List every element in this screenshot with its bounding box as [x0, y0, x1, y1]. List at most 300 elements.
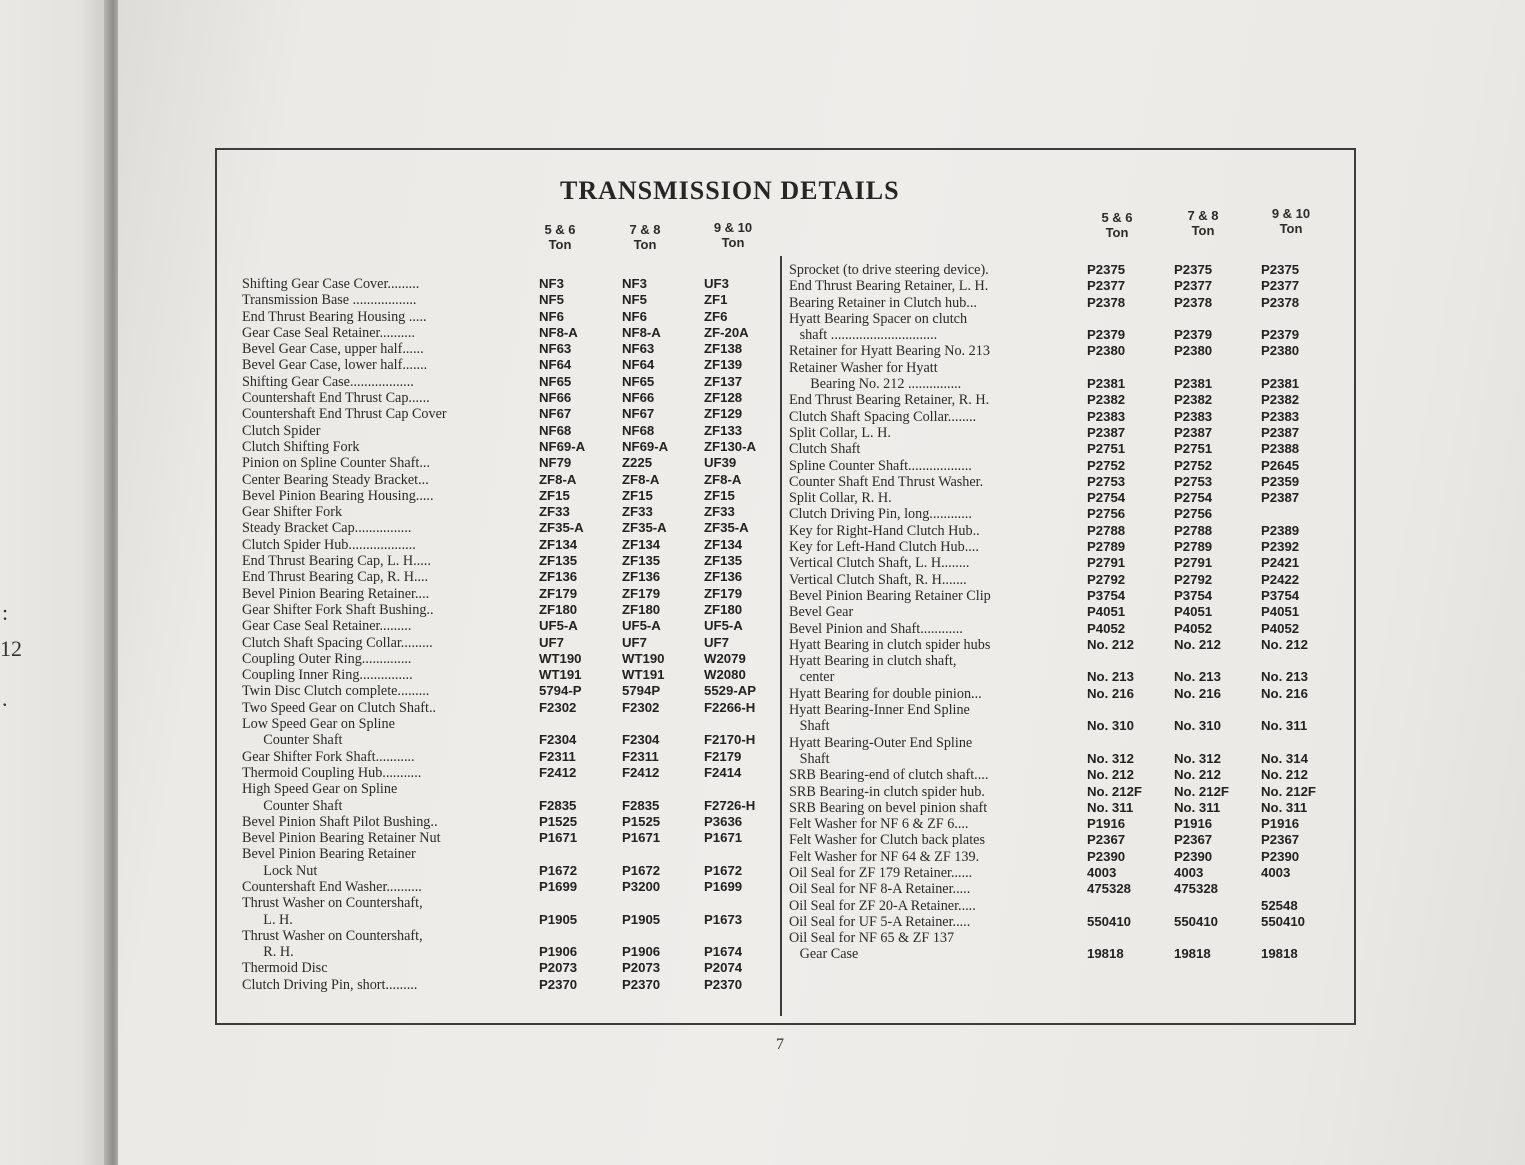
part-number-7-8-ton: P2370	[622, 976, 661, 992]
part-description: End Thrust Bearing Housing .....	[242, 308, 427, 325]
table-row	[789, 295, 1349, 311]
part-number-9-10-ton: 19818	[1261, 946, 1298, 962]
part-description: SRB Bearing-in clutch spider hub.	[789, 783, 985, 800]
part-number-9-10-ton: ZF134	[704, 536, 743, 552]
part-description: Hyatt Bearing in clutch spider hubs	[789, 636, 991, 653]
table-row	[242, 292, 777, 308]
table-row	[242, 928, 777, 944]
table-row	[789, 523, 1349, 539]
col-header-unit: Ton	[633, 237, 657, 252]
part-number-7-8-ton: ZF33	[622, 504, 653, 520]
part-description: Oil Seal for ZF 20-A Retainer.....	[789, 897, 976, 914]
part-number-7-8-ton: ZF179	[622, 585, 661, 601]
part-description: Clutch Shifting Fork	[242, 438, 360, 455]
part-description: Bevel Pinion and Shaft............	[789, 620, 963, 637]
part-description: Bevel Gear Case, lower half.......	[242, 357, 428, 374]
part-description: Bearing Retainer in Clutch hub...	[789, 294, 977, 311]
part-number-5-6-ton: P1672	[539, 862, 578, 878]
part-number-5-6-ton: NF63	[539, 341, 572, 357]
part-number-7-8-ton: NF69-A	[622, 438, 669, 454]
part-number-5-6-ton: P2367	[1087, 832, 1126, 848]
part-description: Retainer for Hyatt Bearing No. 213	[789, 343, 990, 360]
part-number-5-6-ton: No. 216	[1087, 685, 1134, 701]
part-number-7-8-ton: NF8-A	[622, 324, 661, 340]
table-row	[789, 914, 1349, 930]
part-number-5-6-ton: P2383	[1087, 408, 1126, 424]
part-number-9-10-ton: 550410	[1261, 913, 1306, 929]
part-number-7-8-ton: UF7	[622, 634, 647, 650]
part-description: Bevel Pinion Shaft Pilot Bushing..	[242, 813, 438, 830]
left-facing-page	[0, 0, 112, 1165]
part-description: SRB Bearing-end of clutch shaft....	[789, 767, 989, 784]
left-parts-table	[242, 276, 777, 993]
part-number-7-8-ton: ZF180	[622, 601, 661, 617]
part-number-7-8-ton: P2073	[622, 960, 661, 976]
table-row	[789, 881, 1349, 897]
part-description: Gear Shifter Fork	[242, 504, 343, 521]
table-row	[789, 572, 1349, 588]
part-number-9-10-ton: P2367	[1261, 832, 1300, 848]
part-number-5-6-ton: NF64	[539, 357, 572, 373]
table-row	[789, 425, 1349, 441]
part-number-9-10-ton: ZF15	[704, 487, 735, 503]
part-number-9-10-ton: P3636	[704, 813, 743, 829]
part-number-9-10-ton: 5529-AP	[704, 683, 757, 699]
col-header-unit: Ton	[548, 237, 572, 252]
part-description: Steady Bracket Cap................	[242, 520, 412, 537]
table-row	[789, 718, 1349, 734]
part-description: Key for Left-Hand Clutch Hub....	[789, 539, 979, 556]
part-description: Oil Seal for NF 8-A Retainer.....	[789, 881, 971, 898]
part-description: Coupling Inner Ring...............	[242, 667, 413, 684]
part-number-7-8-ton: P1916	[1174, 816, 1213, 832]
part-description: center	[789, 669, 835, 686]
part-description: Clutch Driving Pin, short.........	[242, 976, 418, 993]
part-number-7-8-ton: F2412	[622, 764, 660, 780]
table-row	[242, 798, 777, 814]
part-number-9-10-ton: No. 311	[1261, 799, 1308, 815]
part-number-7-8-ton: Z225	[622, 455, 653, 471]
part-number-5-6-ton: P4052	[1087, 620, 1126, 636]
table-row	[242, 814, 777, 830]
part-number-9-10-ton: ZF1	[704, 292, 728, 308]
part-number-5-6-ton: ZF136	[539, 569, 578, 585]
part-number-7-8-ton: 4003	[1174, 864, 1204, 880]
col-header-5-6-left	[525, 222, 595, 252]
table-row	[242, 895, 777, 911]
part-description: Hyatt Bearing for double pinion...	[789, 685, 982, 702]
column-divider	[780, 256, 782, 1016]
part-number-5-6-ton: P2377	[1087, 278, 1126, 294]
part-number-9-10-ton: No. 212F	[1261, 783, 1316, 799]
part-description: Felt Washer for NF 64 & ZF 139.	[789, 848, 980, 865]
part-number-7-8-ton: ZF136	[622, 569, 661, 585]
part-description: Transmission Base ..................	[242, 292, 417, 309]
part-number-7-8-ton: No. 216	[1174, 685, 1221, 701]
col-header-7-8-left	[610, 222, 680, 252]
col-header-unit: Ton	[1279, 221, 1303, 236]
part-number-9-10-ton: P2422	[1261, 571, 1300, 587]
part-number-7-8-ton: P1671	[622, 830, 661, 846]
part-number-7-8-ton: P2387	[1174, 424, 1213, 440]
part-number-7-8-ton: P2756	[1174, 506, 1213, 522]
part-number-5-6-ton: P2382	[1087, 392, 1126, 408]
part-description: Sprocket (to drive steering device).	[789, 262, 989, 278]
part-number-9-10-ton: P4051	[1261, 604, 1300, 620]
part-number-7-8-ton: P2379	[1174, 327, 1213, 343]
part-number-9-10-ton: F2726-H	[704, 797, 756, 813]
part-description: Hyatt Bearing-Outer End Spline	[789, 734, 973, 751]
part-number-5-6-ton: P2753	[1087, 473, 1126, 489]
part-number-9-10-ton: No. 212	[1261, 636, 1308, 652]
part-number-5-6-ton: P2375	[1087, 262, 1126, 277]
part-number-7-8-ton: P2751	[1174, 441, 1213, 457]
part-number-9-10-ton: ZF137	[704, 373, 743, 389]
part-number-7-8-ton: NF67	[622, 406, 655, 422]
part-number-9-10-ton: F2170-H	[704, 732, 756, 748]
part-number-9-10-ton: ZF180	[704, 601, 743, 617]
part-description: shaft ..............................	[789, 327, 938, 344]
part-number-5-6-ton: ZF135	[539, 553, 578, 569]
col-header-size: 5 & 6	[1101, 210, 1133, 225]
part-number-9-10-ton: ZF128	[704, 390, 743, 406]
part-description: Clutch Shaft Spacing Collar.........	[242, 634, 433, 651]
part-number-5-6-ton: P2387	[1087, 424, 1126, 440]
table-row	[242, 716, 777, 732]
table-row	[789, 621, 1349, 637]
table-row	[242, 912, 777, 928]
part-number-9-10-ton: ZF-20A	[704, 324, 749, 340]
part-description: End Thrust Bearing Retainer, L. H.	[789, 278, 989, 295]
table-row	[789, 262, 1349, 278]
part-number-5-6-ton: P2073	[539, 960, 578, 976]
table-row	[242, 472, 777, 488]
table-row	[789, 474, 1349, 490]
table-row	[789, 604, 1349, 620]
part-number-9-10-ton: ZF35-A	[704, 520, 749, 536]
part-description: Clutch Spider Hub...................	[242, 536, 416, 553]
part-number-5-6-ton: P2378	[1087, 294, 1126, 310]
part-number-5-6-ton: F2304	[539, 732, 577, 748]
part-number-7-8-ton: P1905	[622, 911, 661, 927]
part-number-5-6-ton: No. 212	[1087, 767, 1134, 783]
part-number-5-6-ton: P2752	[1087, 457, 1126, 473]
part-number-9-10-ton: P2387	[1261, 490, 1300, 506]
part-number-5-6-ton: F2302	[539, 699, 577, 715]
part-number-7-8-ton: No. 310	[1174, 718, 1221, 734]
table-row	[242, 846, 777, 862]
part-number-5-6-ton: No. 212	[1087, 636, 1134, 652]
part-number-9-10-ton: 52548	[1261, 897, 1298, 913]
part-number-7-8-ton: P2788	[1174, 522, 1213, 538]
part-number-5-6-ton: P1671	[539, 830, 578, 846]
part-description: Shifting Gear Case Cover.........	[242, 276, 420, 292]
part-number-5-6-ton: ZF180	[539, 601, 578, 617]
part-number-7-8-ton: P2789	[1174, 539, 1213, 555]
table-row	[242, 618, 777, 634]
part-number-9-10-ton: F2414	[704, 764, 742, 780]
part-description: Bevel Pinion Bearing Retainer Clip	[789, 587, 991, 604]
part-number-9-10-ton: P4052	[1261, 620, 1300, 636]
part-number-5-6-ton: ZF35-A	[539, 520, 584, 536]
table-row	[242, 455, 777, 471]
part-description: Thermoid Coupling Hub...........	[242, 764, 422, 781]
part-number-9-10-ton: ZF133	[704, 422, 743, 438]
part-description: Countershaft End Washer..........	[242, 878, 422, 895]
part-description: Gear Case	[789, 946, 859, 963]
part-number-7-8-ton: P2380	[1174, 343, 1213, 359]
part-number-9-10-ton: UF39	[704, 455, 737, 471]
part-number-9-10-ton: P2390	[1261, 848, 1300, 864]
part-number-5-6-ton: P2788	[1087, 522, 1126, 538]
table-row	[789, 702, 1349, 718]
table-row	[789, 458, 1349, 474]
table-row	[242, 276, 777, 292]
part-description: Split Collar, R. H.	[789, 490, 892, 507]
part-number-9-10-ton: P2378	[1261, 294, 1300, 310]
part-description: SRB Bearing on bevel pinion shaft	[789, 799, 988, 816]
col-header-unit: Ton	[1105, 225, 1129, 240]
table-row	[242, 944, 777, 960]
part-description: Clutch Shaft	[789, 441, 861, 458]
part-number-9-10-ton: P2379	[1261, 327, 1300, 343]
part-description: Gear Shifter Fork Shaft...........	[242, 748, 415, 765]
part-number-7-8-ton: WT191	[622, 667, 665, 683]
part-description: Bearing No. 212 ...............	[789, 376, 962, 393]
part-number-5-6-ton: NF8-A	[539, 324, 578, 340]
part-number-5-6-ton: P1906	[539, 944, 578, 960]
part-number-9-10-ton: P2359	[1261, 473, 1300, 489]
part-description: Clutch Driving Pin, long............	[789, 506, 972, 523]
part-number-9-10-ton: P2375	[1261, 262, 1300, 277]
part-number-9-10-ton: P1672	[704, 862, 743, 878]
part-number-5-6-ton: WT190	[539, 650, 582, 666]
table-row	[789, 360, 1349, 376]
part-description: Bevel Pinion Bearing Retainer Nut	[242, 830, 441, 847]
part-number-7-8-ton: P2390	[1174, 848, 1213, 864]
part-number-9-10-ton: W2080	[704, 667, 746, 683]
part-number-9-10-ton: No. 213	[1261, 669, 1308, 685]
part-number-9-10-ton: ZF139	[704, 357, 743, 373]
part-number-5-6-ton: P1525	[539, 813, 578, 829]
col-header-9-10-left	[698, 220, 768, 250]
part-number-5-6-ton: 475328	[1087, 881, 1132, 897]
table-row	[242, 732, 777, 748]
table-row	[789, 343, 1349, 359]
col-header-size: 7 & 8	[1187, 208, 1219, 223]
part-number-9-10-ton: No. 216	[1261, 685, 1308, 701]
part-number-5-6-ton: UF7	[539, 634, 564, 650]
part-description: Bevel Gear Case, upper half......	[242, 341, 424, 358]
part-description: Shifting Gear Case..................	[242, 373, 414, 390]
part-number-5-6-ton: P4051	[1087, 604, 1126, 620]
part-number-7-8-ton: NF3	[622, 276, 647, 291]
part-number-5-6-ton: No. 311	[1087, 799, 1134, 815]
part-number-9-10-ton: W2079	[704, 650, 746, 666]
part-number-5-6-ton: P1699	[539, 878, 578, 894]
part-number-5-6-ton: No. 310	[1087, 718, 1134, 734]
table-row	[242, 537, 777, 553]
table-row	[789, 409, 1349, 425]
left-page-fragment: 12	[0, 636, 22, 661]
part-number-7-8-ton: P4051	[1174, 604, 1213, 620]
part-number-7-8-ton: P2375	[1174, 262, 1213, 277]
left-page-fragment-dot: .	[2, 686, 8, 711]
part-description: Key for Right-Hand Clutch Hub..	[789, 522, 980, 539]
part-number-5-6-ton: F2412	[539, 764, 577, 780]
part-number-7-8-ton: P4052	[1174, 620, 1213, 636]
part-description: R. H.	[242, 944, 294, 961]
part-number-7-8-ton: No. 213	[1174, 669, 1221, 685]
table-row	[242, 586, 777, 602]
table-row	[789, 311, 1349, 327]
part-number-7-8-ton: P2792	[1174, 571, 1213, 587]
part-number-5-6-ton: P2370	[539, 976, 578, 992]
part-number-7-8-ton: NF5	[622, 292, 647, 308]
table-row	[789, 490, 1349, 506]
part-number-9-10-ton: ZF136	[704, 569, 743, 585]
part-number-9-10-ton: P1699	[704, 878, 743, 894]
part-number-9-10-ton: No. 314	[1261, 750, 1308, 766]
table-row	[789, 392, 1349, 408]
part-description: End Thrust Bearing Cap, L. H.....	[242, 553, 431, 570]
part-number-9-10-ton: UF7	[704, 634, 729, 650]
table-row	[242, 765, 777, 781]
part-number-7-8-ton: ZF15	[622, 487, 653, 503]
part-number-7-8-ton: No. 312	[1174, 750, 1221, 766]
table-row	[789, 506, 1349, 522]
part-description: Bevel Pinion Bearing Retainer....	[242, 585, 430, 602]
part-description: Gear Case Seal Retainer..........	[242, 324, 415, 341]
table-row	[242, 602, 777, 618]
part-number-9-10-ton: P2421	[1261, 555, 1300, 571]
part-number-5-6-ton: ZF134	[539, 536, 578, 552]
part-number-5-6-ton: ZF33	[539, 504, 570, 520]
part-number-5-6-ton: 4003	[1087, 864, 1117, 880]
part-description: Bevel Gear	[789, 604, 854, 621]
table-row	[242, 504, 777, 520]
part-number-7-8-ton: F2835	[622, 797, 660, 813]
part-description: Vertical Clutch Shaft, L. H........	[789, 555, 970, 572]
part-number-7-8-ton: ZF134	[622, 536, 661, 552]
table-row	[242, 569, 777, 585]
part-description: Counter Shaft	[242, 797, 343, 814]
table-row	[242, 700, 777, 716]
col-header-5-6-right	[1082, 210, 1152, 240]
table-row	[789, 669, 1349, 685]
part-description: Felt Washer for NF 6 & ZF 6....	[789, 816, 969, 833]
part-number-9-10-ton: ZF130-A	[704, 438, 757, 454]
part-number-5-6-ton: P2379	[1087, 327, 1126, 343]
part-description: Oil Seal for NF 65 & ZF 137	[789, 930, 955, 947]
part-number-9-10-ton: P2381	[1261, 376, 1300, 392]
part-number-5-6-ton: NF65	[539, 373, 572, 389]
part-number-5-6-ton: P1905	[539, 911, 578, 927]
part-number-5-6-ton: No. 312	[1087, 750, 1134, 766]
part-description: Center Bearing Steady Bracket...	[242, 471, 429, 488]
part-number-7-8-ton: NF63	[622, 341, 655, 357]
part-description: Low Speed Gear on Spline	[242, 716, 395, 733]
part-number-5-6-ton: 5794-P	[539, 683, 582, 699]
part-number-5-6-ton: F2311	[539, 748, 576, 764]
part-number-5-6-ton: P2380	[1087, 343, 1126, 359]
table-row	[242, 863, 777, 879]
part-number-5-6-ton: NF67	[539, 406, 572, 422]
part-number-7-8-ton: ZF8-A	[622, 471, 660, 487]
part-description: Two Speed Gear on Clutch Shaft..	[242, 699, 437, 716]
part-number-7-8-ton: F2304	[622, 732, 660, 748]
part-description: Shaft	[789, 718, 830, 735]
part-description: Hyatt Bearing Spacer on clutch	[789, 310, 968, 327]
part-number-5-6-ton: UF5-A	[539, 618, 578, 634]
part-number-5-6-ton: P2754	[1087, 490, 1126, 506]
part-description: Spline Counter Shaft..................	[789, 457, 972, 474]
part-description: Gear Case Seal Retainer.........	[242, 618, 412, 635]
part-number-9-10-ton: P1673	[704, 911, 743, 927]
part-number-9-10-ton: UF3	[704, 276, 729, 291]
part-number-7-8-ton: P2752	[1174, 457, 1213, 473]
part-number-5-6-ton: NF69-A	[539, 438, 586, 454]
part-number-9-10-ton: P2645	[1261, 457, 1300, 473]
table-row	[242, 325, 777, 341]
part-number-7-8-ton: NF66	[622, 390, 655, 406]
col-header-unit: Ton	[1191, 223, 1215, 238]
table-row	[789, 832, 1349, 848]
part-number-5-6-ton: P2792	[1087, 571, 1126, 587]
part-number-9-10-ton: P2387	[1261, 424, 1300, 440]
part-number-7-8-ton: P2383	[1174, 408, 1213, 424]
part-number-7-8-ton: P2791	[1174, 555, 1213, 571]
part-number-9-10-ton: F2179	[704, 748, 742, 764]
part-number-9-10-ton: P2370	[704, 976, 743, 992]
page-number: 7	[776, 1036, 784, 1053]
part-number-9-10-ton: UF5-A	[704, 618, 743, 634]
col-header-7-8-right	[1168, 208, 1238, 238]
part-number-5-6-ton: NF68	[539, 422, 572, 438]
table-row	[789, 865, 1349, 881]
part-number-7-8-ton: P2381	[1174, 376, 1213, 392]
part-description: Oil Seal for UF 5-A Retainer.....	[789, 913, 971, 930]
part-number-9-10-ton: ZF135	[704, 553, 743, 569]
part-description: Coupling Outer Ring..............	[242, 650, 412, 667]
part-description: Hyatt Bearing-Inner End Spline	[789, 702, 970, 719]
part-number-9-10-ton: P2389	[1261, 522, 1300, 538]
part-number-7-8-ton: NF64	[622, 357, 655, 373]
part-number-9-10-ton: No. 212	[1261, 767, 1308, 783]
part-description: Felt Washer for Clutch back plates	[789, 832, 985, 849]
part-number-9-10-ton: P1674	[704, 944, 743, 960]
table-row	[242, 879, 777, 895]
part-number-5-6-ton: NF5	[539, 292, 564, 308]
table-row	[789, 278, 1349, 294]
table-row	[242, 960, 777, 976]
part-number-5-6-ton: P2756	[1087, 506, 1126, 522]
table-row	[242, 341, 777, 357]
part-number-7-8-ton: 475328	[1174, 881, 1219, 897]
part-number-7-8-ton: 550410	[1174, 913, 1219, 929]
left-page-fragment-colon: :	[2, 600, 9, 625]
part-number-7-8-ton: No. 212F	[1174, 783, 1229, 799]
part-number-9-10-ton: ZF129	[704, 406, 743, 422]
part-number-9-10-ton: ZF138	[704, 341, 743, 357]
part-description: Thermoid Disc	[242, 960, 328, 977]
page-title: TRANSMISSION DETAILS	[560, 176, 900, 205]
table-row	[242, 520, 777, 536]
table-row	[789, 686, 1349, 702]
part-number-5-6-ton: ZF179	[539, 585, 578, 601]
part-description: Bevel Pinion Bearing Housing.....	[242, 487, 434, 504]
part-number-5-6-ton: P3754	[1087, 587, 1126, 603]
